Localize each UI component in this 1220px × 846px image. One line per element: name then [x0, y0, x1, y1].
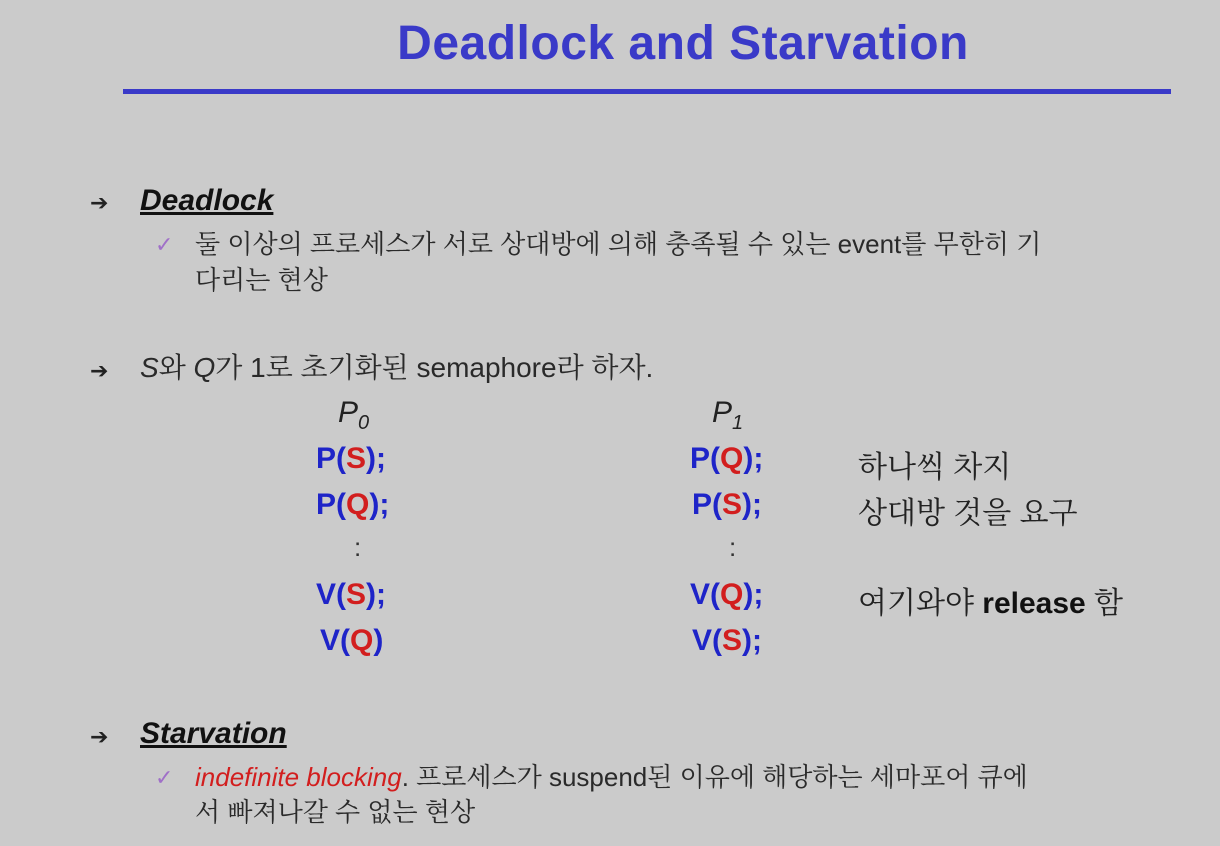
page-title: Deadlock and Starvation	[397, 17, 969, 70]
p1-ellipsis: :	[729, 532, 737, 562]
arrow-bullet-icon: ➔	[90, 724, 109, 749]
semaphore-intro: S와 Q가 1로 초기화된 semaphore라 하자.	[140, 352, 654, 383]
p1-op-4: V(S);	[692, 624, 762, 657]
title-divider	[123, 89, 1171, 94]
note-release: 여기와야 release 함	[858, 587, 1124, 620]
check-icon: ✓	[155, 765, 174, 790]
p1-op-3: V(Q);	[690, 578, 764, 611]
note-request-other: 상대방 것을 요구	[858, 497, 1078, 530]
process-p1-label: $P_1$	[712, 396, 744, 434]
starvation-heading: Starvation	[140, 717, 287, 750]
starvation-description-line1: indefinite blocking. 프로세스가 suspend된 이유에 해당하는 세마포어 큐에	[195, 762, 1028, 792]
arrow-bullet-icon: ➔	[90, 358, 109, 383]
p1-op-2: P(S);	[692, 488, 762, 521]
p0-op-1: P(S);	[316, 442, 386, 475]
arrow-bullet-icon: ➔	[90, 190, 109, 215]
p1-op-1: P(Q);	[690, 442, 764, 475]
starvation-description-line2: 서 빠져나갈 수 없는 현상	[195, 797, 476, 827]
process-p0-label: $P_0$	[338, 396, 370, 434]
p0-op-4: V(Q)	[320, 624, 384, 657]
deadlock-heading: Deadlock	[140, 184, 274, 217]
deadlock-description-line2: 다리는 현상	[195, 265, 328, 295]
check-icon: ✓	[155, 232, 174, 257]
p0-ellipsis: :	[354, 532, 362, 562]
p0-op-3: V(S);	[316, 578, 386, 611]
p0-op-2: P(Q);	[316, 488, 390, 521]
deadlock-description-line1: 둘 이상의 프로세스가 서로 상대방에 의해 충족될 수 있는 event를 무한히 기	[195, 229, 1042, 259]
note-acquire-one: 하나씩 차지	[858, 451, 1012, 484]
